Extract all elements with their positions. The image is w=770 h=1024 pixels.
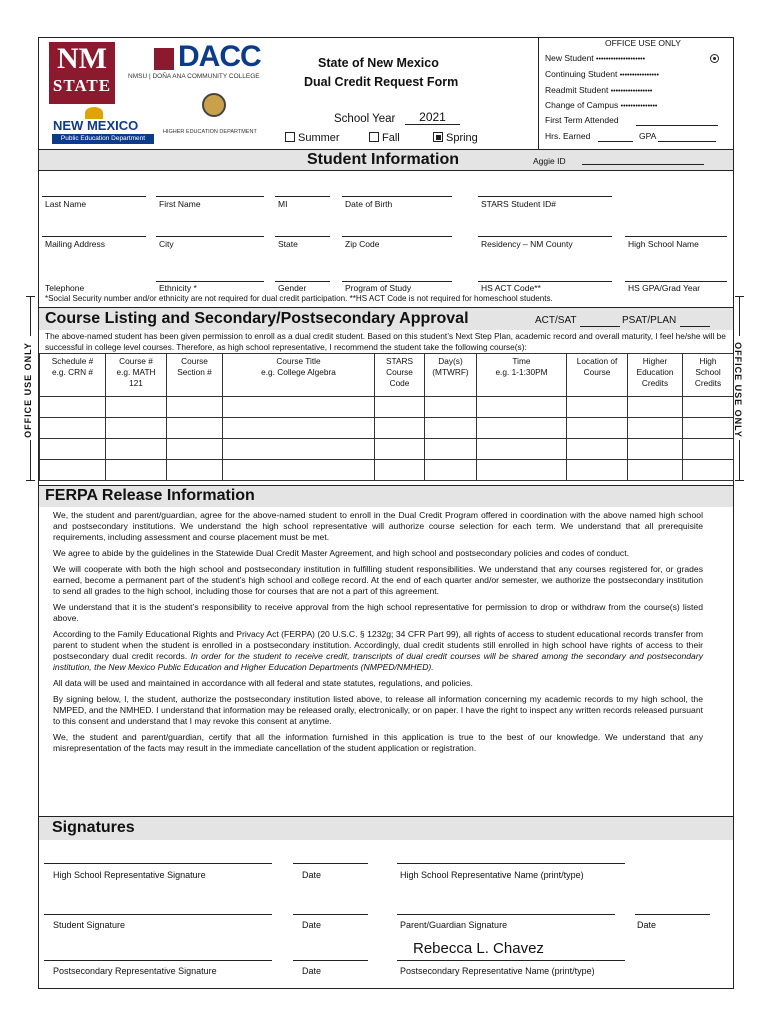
col-days: Day(s) (MTWRF)	[425, 354, 477, 397]
act-code-label: HS ACT Code**	[481, 283, 541, 293]
term-spring[interactable]	[433, 132, 478, 144]
office-readmit-dots: •••••••••••••••••	[610, 88, 653, 95]
gpa-grad-label: HS GPA/Grad Year	[628, 283, 701, 293]
student-info-title: Student Information	[307, 151, 459, 168]
ps-rep-signature-label: Postsecondary Representative Signature	[53, 966, 217, 976]
term-spring-label: Spring	[446, 132, 478, 144]
left-office-use-label: OFFICE USE ONLY	[22, 342, 33, 438]
spring-checkbox[interactable]	[433, 132, 443, 142]
signatures-bar	[39, 816, 733, 840]
first-name-label: First Name	[159, 199, 201, 209]
office-readmit-student[interactable]	[545, 83, 652, 99]
first-term-label: First Term Attended	[545, 115, 619, 125]
course-listing-title: Course Listing and Secondary/Postsecondary Approval	[45, 310, 469, 327]
course-intro: The above-named student has been given permission to enroll as a dual credit student. Based on this student’s Next Step Plan, academic record and overall maturity, I feel he/she will be successful in college level courses. Therefore, as high school representative, I recommend the student take the following course(s):	[45, 331, 726, 352]
ps-rep-date-line[interactable]	[293, 960, 368, 961]
col-course-number: Course # e.g. MATH 121	[106, 354, 167, 397]
hrs-earned-field[interactable]	[598, 141, 633, 142]
school-year-field[interactable]	[405, 110, 460, 125]
ferpa-paragraph-4: We understand that it is the student’s responsibility to receive approval from the high school representative for permission to drop or withdraw from the course(s) listed above.	[53, 602, 703, 623]
office-use-title: OFFICE USE ONLY	[605, 38, 681, 48]
ferpa-paragraph-1: We, the student and parent/guardian, agree for the above-named student to enroll in the Dual Credit Program offered in coordination with the above named high school and postsecondary institutions. We understand the high school representative will authorize course selection for each term. We understand that all prerequisite requirements, including assessment and course placement must be met.	[53, 510, 703, 542]
ped-logo-name: NEW MEXICO	[53, 118, 139, 133]
hed-caption: HIGHER EDUCATION DEPARTMENT	[163, 129, 257, 135]
ferpa-paragraph-6: All data will be used and maintained in accordance with all federal and state statutes, regulations, and policies.	[53, 678, 473, 688]
col-time: Time e.g. 1-1:30PM	[477, 354, 567, 397]
student-date-label: Date	[302, 920, 322, 930]
right-office-use-label: OFFICE USE ONLY	[732, 342, 743, 438]
ferpa-paragraph-5	[53, 629, 703, 673]
school-year-label: School Year	[334, 113, 396, 125]
ferpa-text	[53, 510, 703, 759]
parent-date-line[interactable]	[635, 914, 710, 915]
parent-signature-label: Parent/Guardian Signature	[400, 920, 508, 930]
right-bracket-bottom	[739, 440, 740, 480]
office-continuing-dots: ••••••••••••••••	[619, 72, 659, 79]
gpa-label: GPA	[639, 131, 657, 141]
table-row[interactable]	[40, 418, 734, 439]
fall-checkbox[interactable]	[369, 132, 379, 142]
nmsu-seal-icon	[154, 48, 174, 70]
city-label: City	[159, 239, 174, 249]
office-change-label: Change of Campus	[545, 100, 619, 110]
office-new-student-label: New Student	[545, 53, 594, 63]
school-year-value: 2021	[419, 110, 446, 124]
ferpa-paragraph-7: By signing below, I, the student, authorize the postsecondary institution listed above, to release all information concerning my academic records to my high school, the NMPED, and the NMHED. I understand that information may be released orally, electronically, or on paper. I have the right to inspect any written records released pursuant to this consent and understand that I may revoke this consent at anytime.	[53, 694, 703, 726]
office-continuing-student[interactable]	[545, 67, 659, 83]
hs-rep-date-label: Date	[302, 870, 322, 880]
term-summer[interactable]	[285, 132, 340, 144]
course-table	[39, 353, 734, 481]
hs-rep-signature-line[interactable]	[44, 863, 272, 864]
office-continuing-label: Continuing Student	[545, 69, 618, 79]
ps-rep-name-line[interactable]	[397, 960, 625, 961]
state-title: State of New Mexico	[318, 56, 439, 70]
col-section: Course Section #	[167, 354, 223, 397]
right-bracket-cap	[735, 296, 744, 297]
ferpa-paragraph-8: We, the student and parent/guardian, certify that all the information furnished in this application is true to the best of our knowledge. We understand that any misrepresentation of the facts may result in the immediate cancellation of the student application or registration.	[53, 732, 703, 753]
telephone-label: Telephone	[45, 283, 85, 293]
high-school-field[interactable]	[625, 236, 727, 237]
student-info-footnote: *Social Security number and/or ethnicity are not required for dual credit participation. **HS ACT Code is not required for homeschool students.	[45, 294, 553, 303]
psat-plan-label: PSAT/PLAN	[622, 315, 677, 326]
high-school-label: High School Name	[628, 239, 699, 249]
term-fall[interactable]	[369, 132, 400, 144]
gpa-field[interactable]	[658, 141, 716, 142]
parent-signature-line[interactable]	[397, 914, 615, 915]
hs-rep-signature-label: High School Representative Signature	[53, 870, 206, 880]
last-name-field[interactable]	[42, 196, 146, 197]
act-sat-label: ACT/SAT	[535, 315, 577, 326]
nmstate-logo-state: STATE	[52, 76, 112, 95]
ped-logo-caption: Public Education Department	[52, 134, 154, 144]
ethnicity-label: Ethnicity *	[159, 283, 197, 293]
last-name-label: Last Name	[45, 199, 87, 209]
office-change-campus[interactable]	[545, 98, 657, 114]
first-term-field[interactable]	[636, 125, 718, 126]
ferpa-paragraph-2: We agree to abide by the guidelines in the Statewide Dual Credit Master Agreement, and high school and postsecondary policies and codes of conduct.	[53, 548, 629, 558]
program-field[interactable]	[342, 281, 452, 282]
office-readmit-label: Readmit Student	[545, 85, 609, 95]
gender-field[interactable]	[275, 281, 330, 282]
ferpa-paragraph-3: We will cooperate with both the high school and postsecondary institution in fulfilling student responsibilities. We understand that any courses registered for, or grades earned, become a permanent part of the student’s high school and college record. At the end of each quarter and/or semester, we authorize the postsecondary institution to send all grades to the high school, including those for courses that are not a part of this agreement.	[53, 564, 703, 596]
right-bracket-cap2	[735, 480, 744, 481]
hs-rep-name-line[interactable]	[397, 863, 625, 864]
aggie-id-label: Aggie ID	[533, 156, 566, 166]
hs-rep-date-line[interactable]	[293, 863, 368, 864]
student-signature-line[interactable]	[44, 914, 272, 915]
form-title: Dual Credit Request Form	[304, 75, 459, 89]
office-change-dots: •••••••••••••••	[620, 103, 658, 110]
ps-rep-signature-line[interactable]	[44, 960, 272, 961]
program-label: Program of Study	[345, 283, 412, 293]
stars-id-field[interactable]	[478, 196, 612, 197]
table-row[interactable]	[40, 439, 734, 460]
dacc-logo: DACC	[178, 40, 261, 73]
ps-rep-date-label: Date	[302, 966, 322, 976]
state-label: State	[278, 239, 298, 249]
mi-label: MI	[278, 199, 288, 209]
term-fall-label: Fall	[382, 132, 400, 144]
ps-rep-name-value: Rebecca L. Chavez	[413, 940, 544, 957]
left-bracket-cap2	[26, 480, 35, 481]
student-signature-label: Student Signature	[53, 920, 126, 930]
aggie-id-field[interactable]	[582, 164, 704, 165]
stars-id-label: STARS Student ID#	[481, 199, 556, 209]
ps-rep-name-label: Postsecondary Representative Name (print/type)	[400, 966, 595, 976]
left-bracket-top	[30, 296, 31, 336]
psat-plan-field[interactable]	[680, 326, 710, 327]
signatures-title: Signatures	[52, 819, 135, 836]
act-sat-field[interactable]	[580, 326, 620, 327]
table-row[interactable]	[40, 397, 734, 418]
col-hs-credits: High School Credits	[683, 354, 734, 397]
left-bracket-cap	[26, 296, 35, 297]
dacc-caption: NMSU | DOÑA ANA COMMUNITY COLLEGE	[128, 73, 260, 80]
residency-field[interactable]	[478, 236, 612, 237]
course-table-header	[40, 354, 734, 397]
new-student-radio-dot	[713, 57, 716, 60]
hrs-earned-label: Hrs. Earned	[545, 131, 591, 141]
col-stars-code: STARS Course Code	[375, 354, 425, 397]
zip-field[interactable]	[342, 236, 452, 237]
col-schedule: Schedule # e.g. CRN #	[40, 354, 106, 397]
state-field[interactable]	[275, 236, 330, 237]
mailing-address-field[interactable]	[42, 236, 146, 237]
dob-field[interactable]	[342, 196, 452, 197]
zip-label: Zip Code	[345, 239, 380, 249]
left-bracket-bottom	[30, 440, 31, 480]
act-code-field[interactable]	[478, 281, 612, 282]
office-new-student[interactable]	[545, 51, 645, 67]
first-name-field[interactable]	[156, 196, 264, 197]
mi-field[interactable]	[275, 196, 330, 197]
col-he-credits: Higher Education Credits	[628, 354, 683, 397]
right-bracket-top	[739, 296, 740, 336]
student-date-line[interactable]	[293, 914, 368, 915]
nmstate-logo-nm: NM	[57, 42, 107, 75]
summer-checkbox[interactable]	[285, 132, 295, 142]
parent-date-label: Date	[637, 920, 657, 930]
mailing-address-label: Mailing Address	[45, 239, 106, 249]
ethnicity-field[interactable]	[156, 281, 264, 282]
dob-label: Date of Birth	[345, 199, 393, 209]
new-student-radio[interactable]	[710, 54, 719, 63]
hed-seal-icon	[202, 93, 226, 117]
gender-label: Gender	[278, 283, 307, 293]
residency-label: Residency – NM County	[481, 239, 573, 249]
nmstate-logo	[49, 42, 115, 104]
city-field[interactable]	[156, 236, 264, 237]
ferpa-title: FERPA Release Information	[45, 487, 255, 504]
office-new-student-dots: ••••••••••••••••••••	[596, 56, 646, 63]
gpa-grad-field[interactable]	[625, 281, 727, 282]
col-location: Location of Course	[567, 354, 628, 397]
ferpa-act-italic: In order for the student to receive credit, transcripts of dual credit courses will be shared among the secondary and postsecondary institution, the New Mexico Public Education and Higher Education Departments (NMPED/NMHED).	[53, 651, 703, 672]
table-row[interactable]	[40, 460, 734, 481]
ferpa-act-text: According to the Family Educational Rights and Privacy Act (FERPA) (20 U.S.C. § 1232g; 34 CFR Part 99), all rights of access to student educational records transfer from parent to student when the student is enrolled in a postsecondary institution. Accordingly, dual credit students still enrolled in high school have rights of access to their postsecondary dual credit records.	[53, 629, 703, 661]
col-course-title: Course Title e.g. College Algebra	[223, 354, 375, 397]
hs-rep-name-label: High School Representative Name (print/type)	[400, 870, 584, 880]
term-summer-label: Summer	[298, 132, 340, 144]
